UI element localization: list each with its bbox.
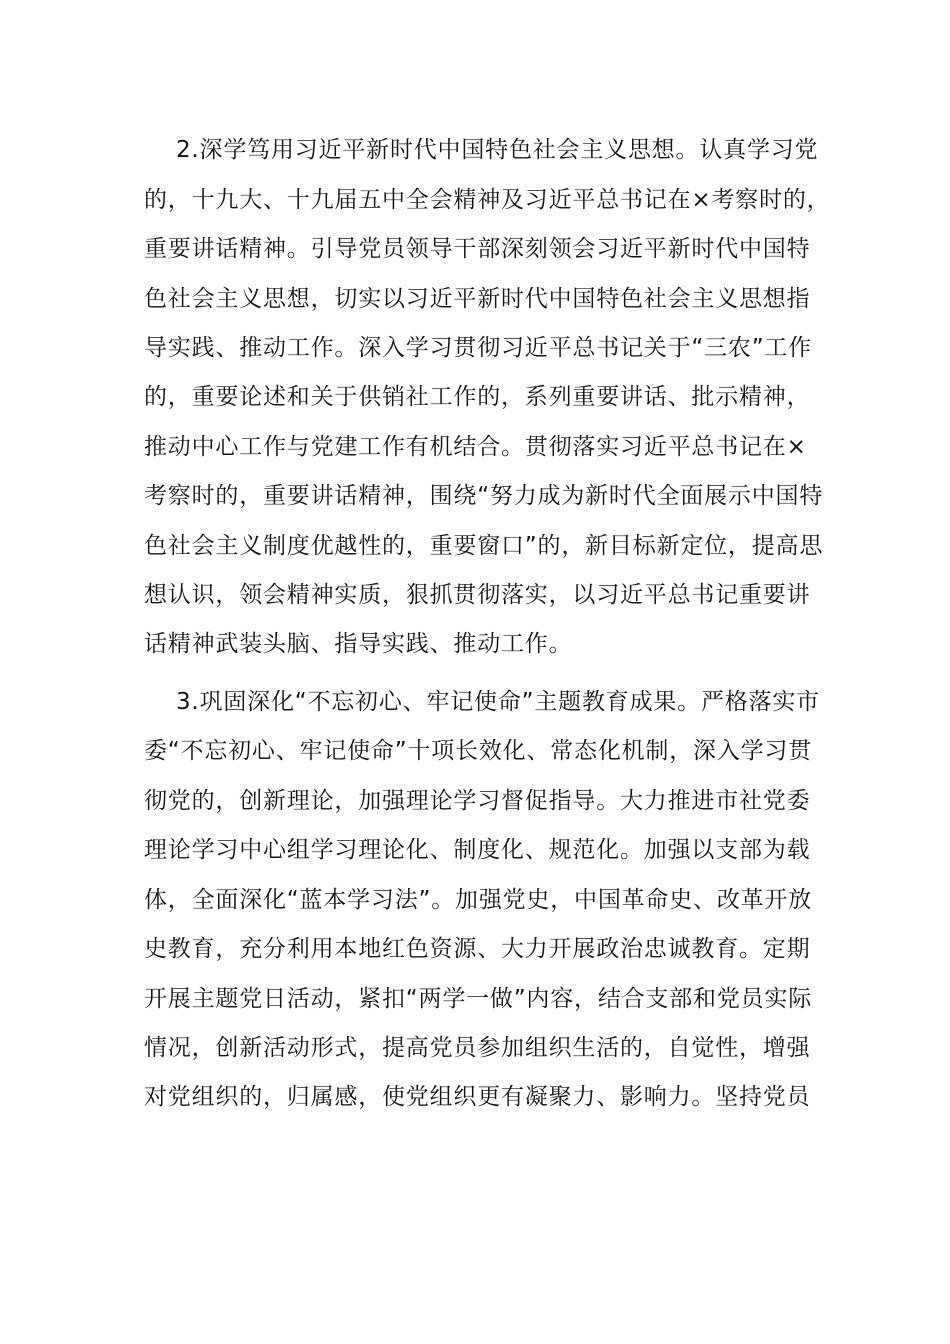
text-line: 想认识，领会精神实质，狠抓贯彻落实，以习近平总书记重要讲 [144, 582, 811, 608]
text-line: 理论学习中心组学习理论化、制度化、规范化。加强以支部为载 [144, 837, 811, 863]
text-line: 开展主题党日活动，紧扣“两学一做”内容，结合支部和党员实际 [144, 986, 813, 1012]
text-line: 话精神武装头脑、指导实践、推动工作。 [144, 631, 573, 657]
text-line: 色社会主义制度优越性的，重要窗口”的，新目标新定位，提高思 [144, 533, 824, 559]
text-line: 重要讲话精神。引导党员领导干部深刻领会习近平新时代中国特 [144, 236, 811, 262]
text-line: 情况，创新活动形式，提高党员参加组织生活的，自觉性，增强 [144, 1035, 811, 1061]
text-line: 3.巩固深化“不忘初心、牢记使命”主题教育成果。严格落实市 [176, 689, 820, 715]
text-line: 考察时的，重要讲话精神，围绕“努力成为新时代全面展示中国特 [144, 483, 824, 509]
text-line: 推动中心工作与党建工作有机结合。贯彻落实习近平总书记在× [144, 434, 807, 460]
text-line: 导实践、推动工作。深入学习贯彻习近平总书记关于“三农”工作 [144, 335, 813, 361]
text-line: 的，十九大、十九届五中全会精神及习近平总书记在×考察时的， [144, 187, 831, 213]
text-line: 的，重要论述和关于供销社工作的，系列重要讲话、批示精神， [144, 384, 811, 410]
text-line: 彻党的，创新理论，加强理论学习督促指导。大力推进市社党委 [144, 788, 811, 814]
text-line: 色社会主义思想，切实以习近平新时代中国特色社会主义思想指 [144, 286, 811, 312]
text-line: 2.深学笃用习近平新时代中国特色社会主义思想。认真学习党 [176, 137, 819, 163]
text-line: 体，全面深化“蓝本学习法”。加强党史，中国革命史、改革开放 [144, 887, 813, 913]
text-line: 委“不忘初心、牢记使命”十项长效化、常态化机制，深入学习贯 [144, 738, 813, 764]
text-line: 对党组织的，归属感，使党组织更有凝聚力、影响力。坚持党员 [144, 1084, 811, 1110]
text-line: 史教育，充分利用本地红色资源、大力开展政治忠诚教育。定期 [144, 936, 811, 962]
